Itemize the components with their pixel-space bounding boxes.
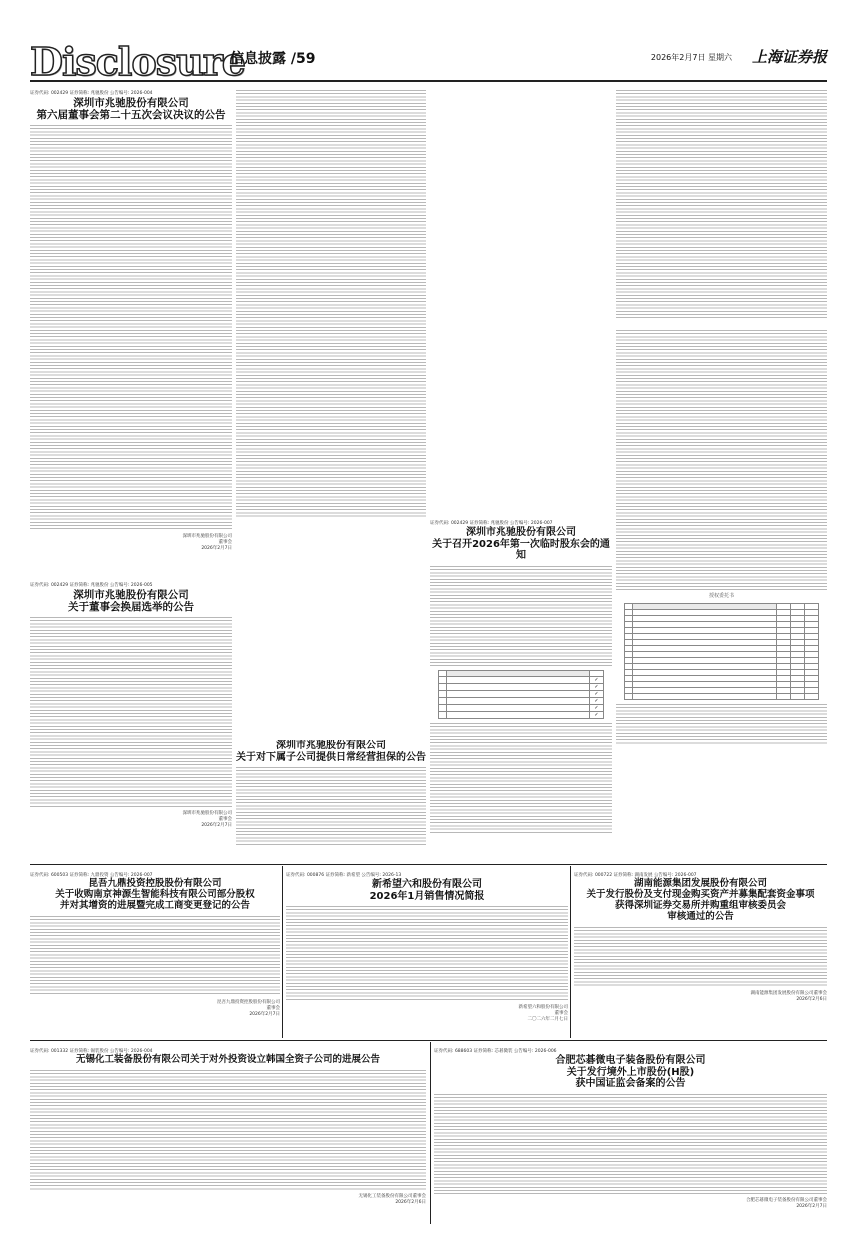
notice-signature: 无锡化工装备股份有限公司董事会 2026年2月6日 (358, 1193, 426, 1205)
notice-body (30, 1070, 426, 1190)
notice-title: 深圳市兆驰股份有限公司 关于召开2026年第一次临时股东会的通知 (432, 527, 610, 561)
divider-upper (30, 864, 827, 865)
notice-title: 深圳市兆驰股份有限公司 第六届董事会第二十五次会议决议的公告 (36, 97, 226, 122)
notice-xinqi (434, 1048, 827, 1224)
notice-title: 无锡化工装备股份有限公司关于对外投资设立韩国全资子公司的进展公告 (75, 1054, 380, 1065)
notice-signature: 合肥芯碁微电子装备股份有限公司董事会 2026年2月7日 (746, 1197, 827, 1209)
notice-signature: 湖南能源集团发展股份有限公司董事会 2026年2月6日 (750, 990, 827, 1002)
notice-body (236, 90, 426, 518)
notice-title: 深圳市兆驰股份有限公司 关于董事会换届选举的公告 (68, 589, 194, 614)
proxy-title: 授权委托书 (708, 593, 734, 599)
notice-hunan-energy (574, 872, 827, 1038)
notice-code: 证券代码: 002429 证券简称: 兆驰股份 公告编号: 2026-004 (30, 91, 153, 96)
notice-signature: 深圳市兆驰股份有限公司 董事会 2026年2月7日 (182, 534, 232, 552)
notice-body (616, 90, 827, 320)
notice-title: 昆吾九鼎投资控股股份有限公司 关于收购南京神源生智能科技有限公司部分股权 并对其增资的进展暨完成工商变更登记的公告 (55, 878, 255, 911)
notice-signature: 深圳市兆驰股份有限公司 董事会 2026年2月7日 (182, 811, 232, 829)
notice-signature: 新希望六和股份有限公司 董事会 二〇二六年二月七日 (518, 1005, 568, 1022)
notice-signature: 昆吾九鼎投资控股股份有限公司 董事会 2026年2月7日 (217, 999, 280, 1017)
notice-new-hope (286, 872, 568, 1038)
divider-lower (30, 1040, 827, 1041)
notice-title: 湖南能源集团发展股份有限公司 关于发行股份及支付现金购买资产并募集配套资金事项 获得深圳证券交易所并购重组审核委员会 审核通过的公告 (586, 878, 815, 922)
proposal-table: ✓ ✓ ✓ ✓ ✓ ✓ (438, 670, 604, 719)
notice-code: 证券代码: 600503 证券简称: 九鼎投资 公告编号: 2026-007 (30, 873, 153, 878)
divider-col-2 (570, 866, 571, 1038)
notice-body (286, 906, 568, 1001)
notice-shareholders-meeting (430, 520, 612, 858)
notice-wuxi-chemical (30, 1048, 426, 1224)
brand-logo: Disclosure (30, 39, 245, 84)
proxy-vote-table (624, 603, 819, 700)
dateline: 2026年2月7日 星期六 (650, 53, 732, 62)
notice-code: 证券代码: 002429 证券简称: 兆驰股份 公告编号: 2026-005 (30, 583, 153, 588)
proxy-form-body (616, 330, 827, 590)
newspaper-name: 上海证券报 (751, 48, 827, 66)
notice-body (236, 767, 426, 847)
notice-body (430, 566, 612, 666)
notice-code: 证券代码: 002429 证券简称: 兆驰股份 公告编号: 2026-007 (430, 521, 553, 526)
notice-title: 合肥芯碁微电子装备股份有限公司 关于发行境外上市股份(H股) 获中国证监会备案的公告 (555, 1055, 706, 1089)
notice-continued-text (236, 90, 426, 520)
notice-body (30, 916, 280, 996)
notice-code: 证券代码: 000722 证券简称: 湖南发展 公告编号: 2026-007 (574, 873, 697, 878)
notice-code: 证券代码: 688603 证券简称: 芯碁微装 公告编号: 2026-006 (434, 1049, 557, 1054)
notice-right-column (616, 90, 827, 858)
notice-code: 证券代码: 001332 证券简称: 锡装股份 公告编号: 2026-004 (30, 1049, 153, 1054)
notice-board-resolution (30, 90, 232, 578)
divider-col-3 (430, 1042, 431, 1224)
notice-guarantee (236, 740, 426, 858)
notice-code: 证券代码: 000876 证券简称: 新希望 公告编号: 2026-13 (286, 873, 402, 878)
notice-body (434, 1094, 827, 1194)
section-title: 信息披露 /59 (230, 51, 316, 67)
notice-body (574, 927, 827, 987)
notice-title: 深圳市兆驰股份有限公司 关于对下属子公司提供日常经营担保的公告 (236, 740, 426, 763)
page-header (30, 40, 827, 82)
notice-jiuding (30, 872, 280, 1038)
notice-body (30, 617, 232, 807)
notice-title: 新希望六和股份有限公司 2026年1月销售情况简报 (369, 879, 485, 902)
notice-body (616, 704, 827, 744)
notice-body (30, 125, 232, 530)
notice-body (430, 723, 612, 833)
divider-col-1 (282, 866, 283, 1038)
notice-board-election (30, 582, 232, 858)
